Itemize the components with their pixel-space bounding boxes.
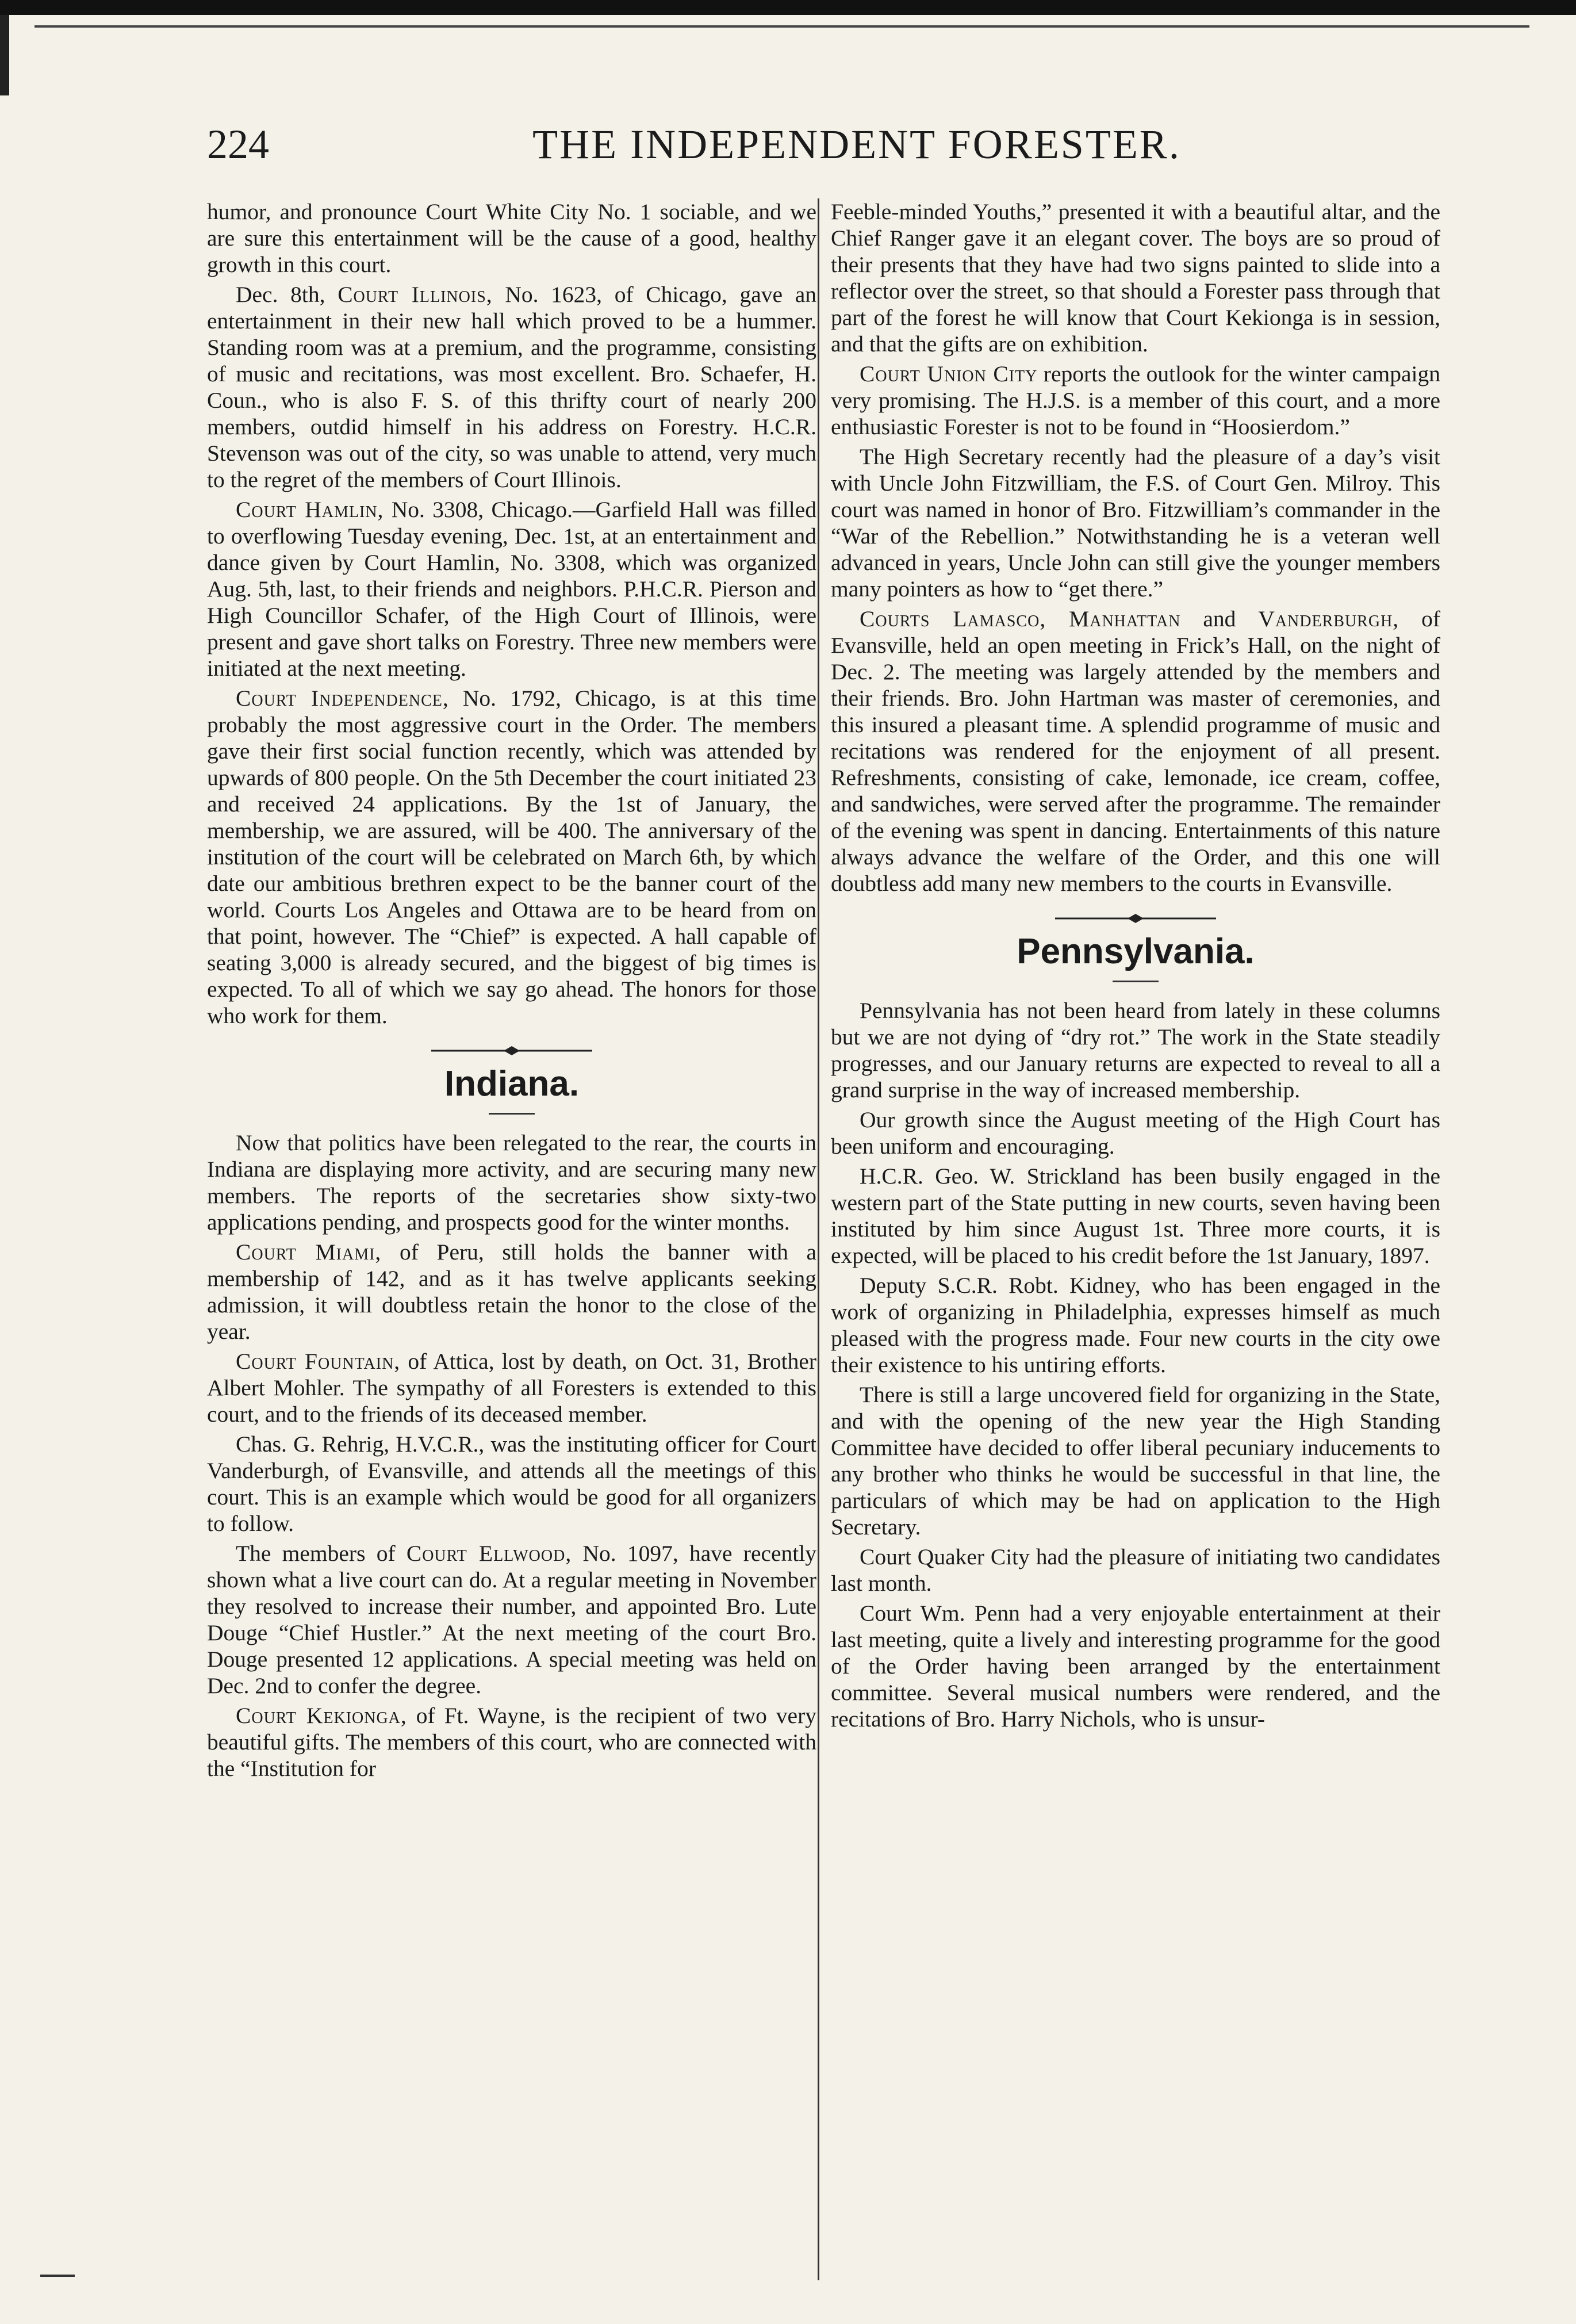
paragraph: Court Union City reports the outlook for the winter campaign very promising. The H.J.S. is a member of this court, and a more enthusiastic Forester is not to be found in “Hoosierdom.” xyxy=(831,361,1440,439)
paragraph: Chas. G. Rehrig, H.V.C.R., was the instituting officer for Court Vanderburgh, of Evansville, and attends all the meetings of this court. This is an example which would be good for all organizers to follow. xyxy=(207,1431,816,1536)
scan-mark xyxy=(40,2275,75,2277)
court-name: Court Illinois, xyxy=(338,282,493,307)
court-name: Court Independence, xyxy=(236,686,449,711)
paragraph: Court Miami, of Peru, still holds the banner with a membership of 142, and as it has twelve applicants seeking admission, it will doubtless retain the honor to the close of the year. xyxy=(207,1239,817,1344)
court-name: Court Ellwood, xyxy=(406,1541,572,1566)
column-divider xyxy=(818,198,819,2280)
court-name: Court Union City xyxy=(860,361,1038,386)
right-column xyxy=(831,198,1440,1736)
court-name: Court Miami, xyxy=(236,1239,382,1265)
paragraph: Feeble-minded Youths,” presented it with a beautiful altar, and the Chief Ranger gave it an elegant cover. The boys are so proud of their presents that they have had two signs painted to slide into a reflector over the street, so that should a Forester pass through that part of the forest he will know that Court Kekionga is in session, and that the gifts are on exhibition. xyxy=(831,199,1440,357)
section-title-indiana: Indiana. xyxy=(444,1064,580,1104)
paragraph: Court Kekionga, of Ft. Wayne, is the recipient of two very beautiful gifts. The members of this court, who are connected with the “Institution for xyxy=(207,1703,816,1781)
page-header xyxy=(207,121,1506,190)
paragraph: There is still a large uncovered field for organizing in the State, and with the opening of the new year the High Standing Committee have decided to offer liberal pecuniary inducements to any brother who thinks he would be successful in that line, the particulars of which may be had on application to the High Secretary. xyxy=(831,1382,1440,1540)
title-underline xyxy=(1113,981,1159,982)
section-title-pennsylvania: Pennsylvania. xyxy=(1017,932,1255,971)
paragraph: Now that politics have been relegated to the rear, the courts in Indiana are displaying more activity, and are securing many new members. The reports of the secretaries show sixty-two applications pending, and prospects good for the winter months. xyxy=(207,1130,816,1235)
paragraph: Court Hamlin, No. 3308, Chicago.—Garfield Hall was filled to overflowing Tuesday evening, Dec. 1st, at an entertainment and dance given by Court Hamlin, No. 3308, which was organized Aug. 5th, last, to their friends and neighbors. P.H.C.R. Pierson and High Councillor Schafer, of the High Court of Illinois, were present and gave short talks on Forestry. Three new members were initiated at the next meeting. xyxy=(207,497,816,681)
scan-edge-top xyxy=(0,0,1576,15)
paragraph: Court Wm. Penn had a very enjoyable entertainment at their last meeting, quite a lively and interesting programme for the good of the Order having been arranged by the entertainment committee. Several musical numbers were rendered, and the recitations of Bro. Harry Nichols, who is unsur- xyxy=(831,1601,1440,1732)
header-rule xyxy=(34,25,1529,28)
court-name: Court Fountain, xyxy=(236,1349,401,1374)
paragraph: humor, and pronounce Court White City No. 1 sociable, and we are sure this entertainment will be the cause of a good, healthy growth in this court. xyxy=(207,199,816,277)
court-name: Court Hamlin, xyxy=(236,497,384,522)
paragraph: The members of Court Ellwood, No. 1097, have recently shown what a live court can do. At a regular meeting in November they resolved to increase their number, and appointed Bro. Lute Douge “Chief Hustler.” At the next meeting of the court Bro. Douge presented 12 applications. A special meeting was held on Dec. 2nd to confer the degree. xyxy=(207,1541,817,1698)
court-name: Courts Lamasco, Manhattan xyxy=(860,606,1181,631)
paragraph: Court Fountain, of Attica, lost by death, on Oct. 31, Brother Albert Mohler. The sympathy of all Foresters is extended to this court, and to the friends of its deceased member. xyxy=(207,1349,817,1427)
paragraph: The High Secretary recently had the pleasure of a day’s visit with Uncle John Fitzwilliam, the F.S. of Court Gen. Milroy. This court was named in honor of Bro. Fitzwilliam’s commander in the “War of the Rebellion.” Notwithstanding he is a veteran well advanced in years, Uncle John can still give the younger members many pointers as how to “get there.” xyxy=(831,444,1440,602)
paragraph: Deputy S.C.R. Robt. Kidney, who has been engaged in the work of organizing in Philadelphia, expresses himself as much pleased with the progress made. Four new courts in the city owe their existence to his untiring efforts. xyxy=(831,1273,1440,1377)
section-divider-ornament xyxy=(1049,912,1222,925)
court-name: Court Kekionga, xyxy=(236,1703,407,1728)
court-name: Vanderburgh, xyxy=(1258,606,1399,631)
running-head-title: THE INDEPENDENT FORESTER. xyxy=(532,121,1181,167)
section-divider-ornament xyxy=(425,1044,598,1058)
page-number: 224 xyxy=(207,121,269,167)
paragraph: Dec. 8th, Court Illinois, No. 1623, of Chicago, gave an entertainment in their new hall which proved to be a hummer. Standing room was at a premium, and the programme, consisting of music and recitations, was most excellent. Bro. Schaefer, H. Coun., who is also F. S. of this thrifty court of nearly 200 members, outdid himself in his address on Forestry. H.C.R. Stevenson was out of the city, so was unable to attend, very much to the regret of the members of Court Illinois. xyxy=(207,282,817,492)
paragraph: H.C.R. Geo. W. Strickland has been busily engaged in the western part of the State putting in new courts, seven having been instituted by him since August 1st. Three more courts, it is expected, will be placed to his credit before the 1st January, 1897. xyxy=(831,1163,1440,1268)
left-column xyxy=(207,198,816,1785)
paragraph: Court Independence, No. 1792, Chicago, is at this time probably the most aggressive court in the Order. The members gave their first social function recently, which was attended by upwards of 800 people. On the 5th December the court initiated 23 and received 24 applications. By the 1st of January, the membership, we are assured, will be 400. The anniversary of the institution of the court will be celebrated on March 6th, by which date our ambitious brethren expect to be the banner court of the world. Courts Los Angeles and Ottawa are to be heard from on that point, however. The “Chief” is expected. A hall capable of seating 3,000 is already secured, and the biggest of big times is expected. To all of which we say go ahead. The honors for those who work for them. xyxy=(207,686,817,1028)
scan-edge-left xyxy=(0,15,9,95)
paragraph: Courts Lamasco, Manhattan and Vanderburgh, of Evansville, held an open meeting in Frick’s Hall, on the night of Dec. 2. The meeting was largely attended by the members and their friends. Bro. John Hartman was master of ceremonies, and this insured a pleasant time. A splendid programme of music and recitations was rendered for the enjoyment of all present. Refreshments, consisting of cake, lemonade, ice cream, coffee, and sandwiches, were served after the programme. The remainder of the evening was spent in dancing. Entertainments of this nature always advance the welfare of the Order, and this one will doubtless add many new members to the courts in Evansville. xyxy=(831,606,1440,896)
title-underline xyxy=(489,1113,535,1115)
paragraph: Pennsylvania has not been heard from lately in these columns but we are not dying of “dry rot.” The work in the State steadily progresses, and our January returns are expected to reveal to all a grand surprise in the way of increased membership. xyxy=(831,998,1440,1102)
paragraph: Our growth since the August meeting of the High Court has been uniform and encouraging. xyxy=(831,1107,1440,1159)
paragraph: Court Quaker City had the pleasure of initiating two candidates last month. xyxy=(831,1544,1440,1596)
